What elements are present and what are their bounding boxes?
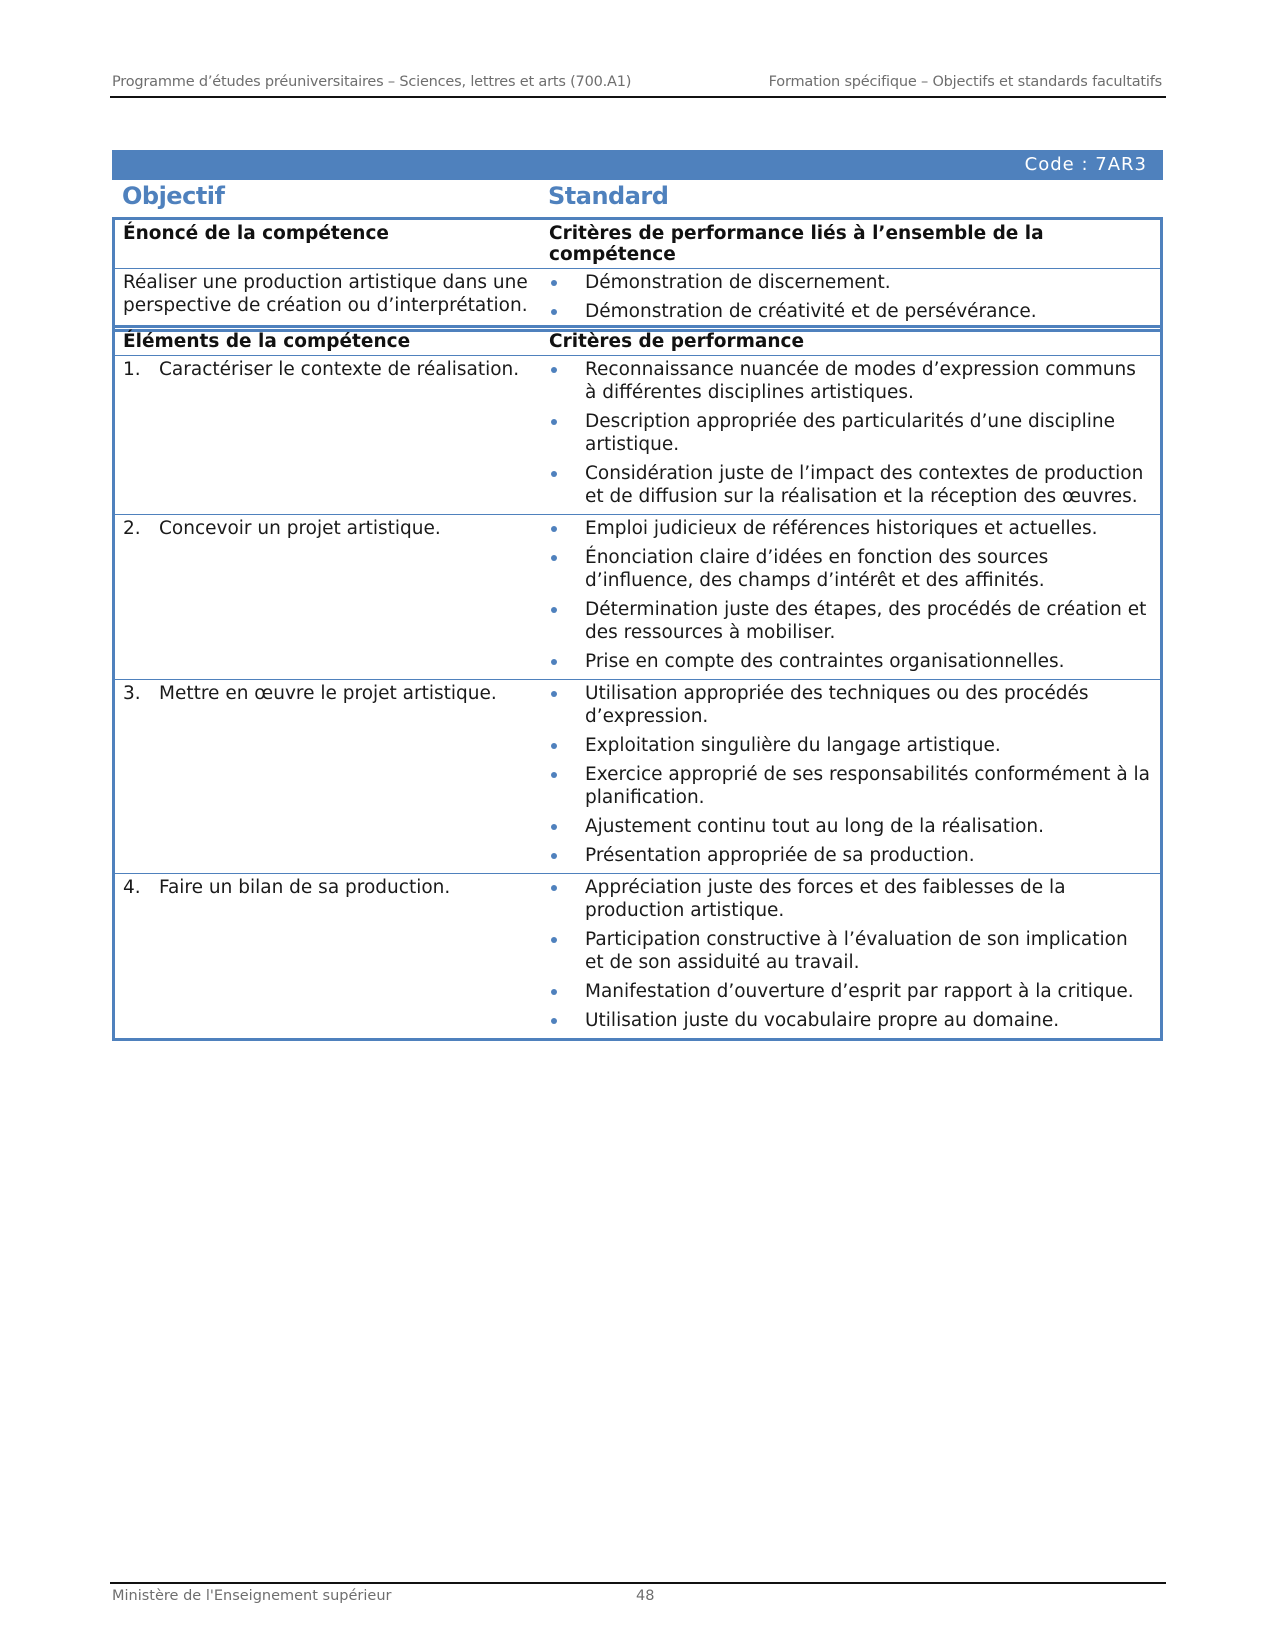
element-item	[123, 358, 533, 381]
criterion-item: Prise en compte des contraintes organisationnelles.	[549, 650, 1152, 673]
criterion-item: Exercice approprié de ses responsabilités conformément à la planification.	[549, 763, 1152, 809]
elements-header: Éléments de la compétence	[114, 327, 542, 356]
criterion-item: Ajustement continu tout au long de la réalisation.	[549, 815, 1152, 838]
criterion-item: Utilisation juste du vocabulaire propre au domaine.	[549, 1009, 1152, 1032]
competence-statement: Réaliser une production artistique dans une perspective de création ou d’interprétation.	[123, 272, 528, 316]
criterion-item: Considération juste de l’impact des contextes de production et de diffusion sur la réalisation et la réception des œuvres.	[549, 462, 1152, 508]
competence-row	[114, 269, 1162, 331]
competence-statement-header: Énoncé de la compétence	[114, 219, 542, 269]
criterion-item: Démonstration de discernement.	[549, 271, 1152, 294]
table-row	[114, 356, 1162, 515]
criterion-item: Détermination juste des étapes, des procédés de création et des ressources à mobiliser.	[549, 598, 1152, 644]
element-number: 4.	[123, 877, 141, 898]
page-header	[110, 74, 1166, 98]
page-footer	[110, 1582, 1166, 1604]
table-row	[114, 515, 1162, 680]
footer-ministry: Ministère de l'Enseignement supérieur	[112, 1588, 392, 1604]
header-section-title: Formation spécifique – Objectifs et standards facultatifs	[768, 74, 1162, 90]
objectif-title: Objectif	[122, 182, 225, 210]
table-row	[114, 680, 1162, 874]
element-item	[123, 876, 533, 899]
course-code: Code : 7AR3	[1024, 154, 1147, 175]
criterion-item: Présentation appropriée de sa production.	[549, 844, 1152, 867]
criterion-item: Emploi judicieux de références historiques et actuelles.	[549, 517, 1152, 540]
element-number: 1.	[123, 359, 141, 380]
element-label: Concevoir un projet artistique.	[159, 518, 441, 539]
competence-criteria-header: Critères de performance liés à l’ensemble de la compétence	[541, 219, 1162, 269]
element-item	[123, 682, 533, 705]
criterion-item: Démonstration de créativité et de persévérance.	[549, 300, 1152, 323]
criterion-item: Énonciation claire d’idées en fonction des sources d’influence, des champs d’intérêt et des affinités.	[549, 546, 1152, 592]
criterion-item: Reconnaissance nuancée de modes d’expression communs à différentes disciplines artistiques.	[549, 358, 1152, 404]
element-number: 2.	[123, 518, 141, 539]
code-bar	[112, 150, 1163, 180]
competence-header-row	[114, 219, 1162, 269]
criterion-item: Participation constructive à l’évaluation de son implication et de son assiduité au travail.	[549, 928, 1152, 974]
competence-table	[112, 217, 1163, 332]
performance-criteria-header: Critères de performance	[541, 327, 1162, 356]
header-program-title: Programme d’études préuniversitaires – Sciences, lettres et arts (700.A1)	[112, 74, 632, 90]
criterion-item: Utilisation appropriée des techniques ou des procédés d’expression.	[549, 682, 1152, 728]
page-number: 48	[636, 1588, 655, 1604]
elements-header-row	[114, 327, 1162, 356]
elements-table	[112, 325, 1163, 1041]
criterion-item: Appréciation juste des forces et des faiblesses de la production artistique.	[549, 876, 1152, 922]
criterion-item: Exploitation singulière du langage artistique.	[549, 734, 1152, 757]
table-row	[114, 874, 1162, 1040]
element-number: 3.	[123, 683, 141, 704]
criterion-item: Manifestation d’ouverture d’esprit par rapport à la critique.	[549, 980, 1152, 1003]
criterion-item: Description appropriée des particularités d’une discipline artistique.	[549, 410, 1152, 456]
section-titles	[112, 182, 1163, 214]
element-label: Mettre en œuvre le projet artistique.	[159, 683, 497, 704]
element-label: Faire un bilan de sa production.	[159, 877, 451, 898]
element-label: Caractériser le contexte de réalisation.	[159, 359, 520, 380]
standard-title: Standard	[548, 182, 669, 210]
element-item	[123, 517, 533, 540]
competence-criteria	[541, 269, 1162, 331]
